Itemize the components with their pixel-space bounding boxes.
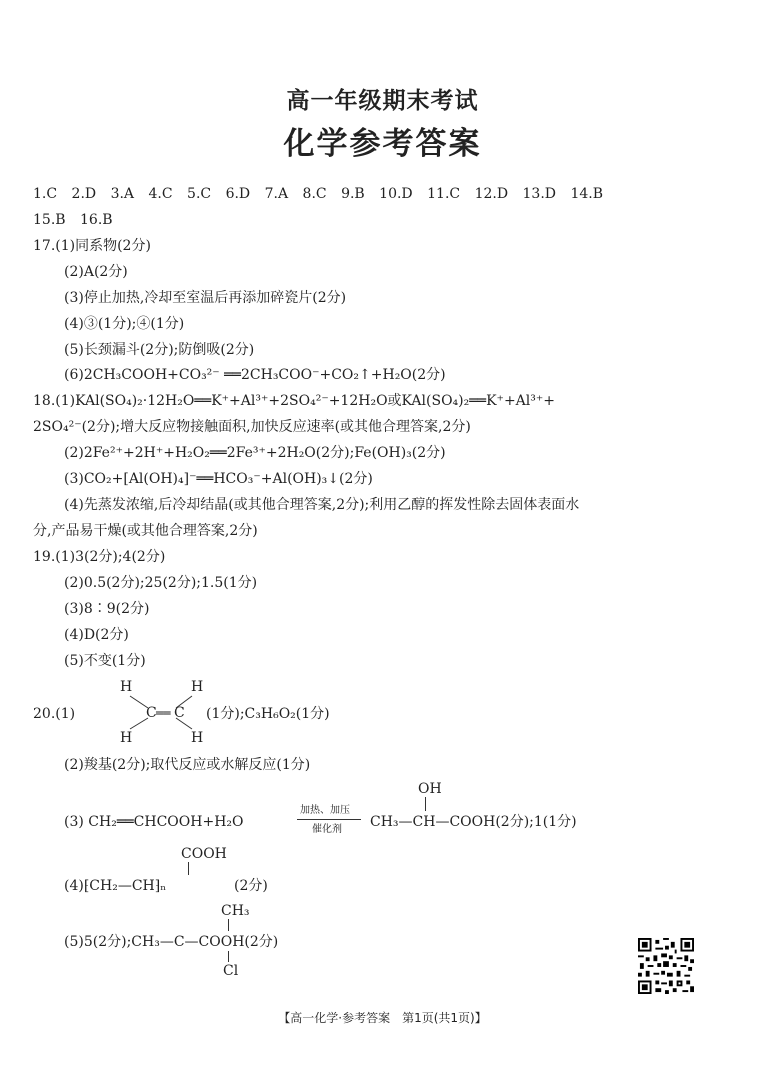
q20-line-3-left: (3) CH₂══CHCOOH+H₂O [64, 814, 244, 830]
q20-line-2: (2)羧基(2分);取代反应或水解反应(1分) [64, 757, 311, 773]
ethylene-c: C [146, 705, 157, 721]
q17-line-4: (4)③(1分);④(1分) [64, 316, 185, 332]
q18-line-2: 2SO₄²⁻(2分);增大反应物接触面积,加快反应速率(或其他合理答案,2分) [33, 419, 471, 435]
ethylene-c: C [174, 705, 185, 721]
mcq-row-2 [33, 211, 123, 229]
q20-oh: OH [418, 781, 442, 797]
q17-line-6: (6)2CH₃COOH+CO₃²⁻ ══2CH₃COO⁻+CO₂↑+H₂O(2分) [64, 367, 446, 383]
q17-line-3: (3)停止加热,冷却至室温后再添加碎瓷片(2分) [64, 290, 347, 306]
mcq-answer: 15.B [33, 212, 66, 228]
q17-line-5: (5)长颈漏斗(2分);防倒吸(2分) [64, 342, 255, 358]
mcq-answer: 10.D [379, 186, 413, 202]
q20-number: 20.(1) [33, 706, 76, 722]
q20-line-4-score: (2分) [234, 878, 268, 894]
q20-line-4: (4)⁅CH₂—CH⁆ₙ [64, 878, 167, 894]
mcq-row-1 [33, 185, 613, 203]
mcq-answer: 12.D [474, 186, 509, 202]
q18-line-4: (3)CO₂+[Al(OH)₄]⁻══HCO₃⁻+Al(OH)₃↓(2分) [64, 471, 373, 487]
mcq-answer: 16.B [80, 212, 113, 228]
q17-line-1: 17.(1)同系物(2分) [33, 238, 151, 254]
mcq-answer: 2.D [71, 186, 97, 202]
page-footer: 【高一化学·参考答案 第1页(共1页)】 [278, 1011, 487, 1025]
q18-line-6: 分,产品易干燥(或其他合理答案,2分) [33, 523, 258, 539]
ethylene-h: H [191, 730, 204, 746]
answer-key-title: 化学参考答案 [283, 126, 482, 162]
q19-line-5: (5)不变(1分) [64, 653, 146, 669]
mcq-answer: 11.C [427, 186, 461, 202]
ethylene-h: H [120, 679, 133, 695]
q20-cooh: COOH [181, 846, 227, 862]
q20-line-5: (5)5(2分);CH₃—C—COOH(2分) [64, 934, 279, 950]
q20-part1-answer: (1分);C₃H₆O₂(1分) [206, 706, 330, 722]
mcq-answer: 5.C [187, 186, 212, 202]
mcq-answer: 13.D [522, 186, 557, 202]
q20-cooh-bond [188, 862, 189, 875]
mcq-answer: 14.B [570, 186, 604, 202]
q20-cl-bond [228, 951, 229, 962]
exam-title: 高一年级期末考试 [286, 88, 479, 114]
reaction-arrow [297, 819, 361, 820]
q19-line-4: (4)D(2分) [64, 627, 129, 643]
q20-cl: Cl [223, 963, 239, 979]
q18-line-3: (2)2Fe²⁺+2H⁺+H₂O₂══2Fe³⁺+2H₂O(2分);Fe(OH)₃(2分) [64, 445, 446, 461]
mcq-answer: 6.D [225, 186, 251, 202]
mcq-answer: 3.A [110, 186, 135, 202]
q20-ch3-bond [228, 919, 229, 931]
q19-line-3: (3)8∶9(2分) [64, 601, 150, 617]
mcq-answer: 7.A [264, 186, 289, 202]
q19-line-1: 19.(1)3(2分);4(2分) [33, 549, 166, 565]
q20-ch3: CH₃ [221, 903, 250, 919]
qr-code-icon [638, 938, 694, 994]
ethylene-double-bond: ══ [156, 706, 171, 720]
mcq-answer: 9.B [341, 186, 365, 202]
reaction-condition-top: 加热、加压 [300, 805, 350, 816]
reaction-condition-bottom: 催化剂 [312, 824, 342, 835]
mcq-answer: 1.C [33, 186, 58, 202]
q20-oh-bond [425, 797, 426, 811]
q20-line-3-right: CH₃—CH—COOH(2分);1(1分) [370, 814, 577, 830]
ethylene-h: H [120, 730, 133, 746]
ethylene-h: H [191, 679, 204, 695]
q18-line-5: (4)先蒸发浓缩,后冷却结晶(或其他合理答案,2分);利用乙醇的挥发性除去固体表面水 [64, 497, 580, 513]
q17-line-2: (2)A(2分) [64, 264, 128, 280]
ethylene-bonds [120, 690, 210, 735]
q19-line-2: (2)0.5(2分);25(2分);1.5(1分) [64, 575, 258, 591]
mcq-answer: 4.C [148, 186, 173, 202]
q18-line-1: 18.(1)KAl(SO₄)₂·12H₂O══K⁺+Al³⁺+2SO₄²⁻+12H₂O或KAl(SO₄)₂══K⁺+Al³⁺+ [33, 393, 555, 409]
mcq-answer: 8.C [302, 186, 327, 202]
